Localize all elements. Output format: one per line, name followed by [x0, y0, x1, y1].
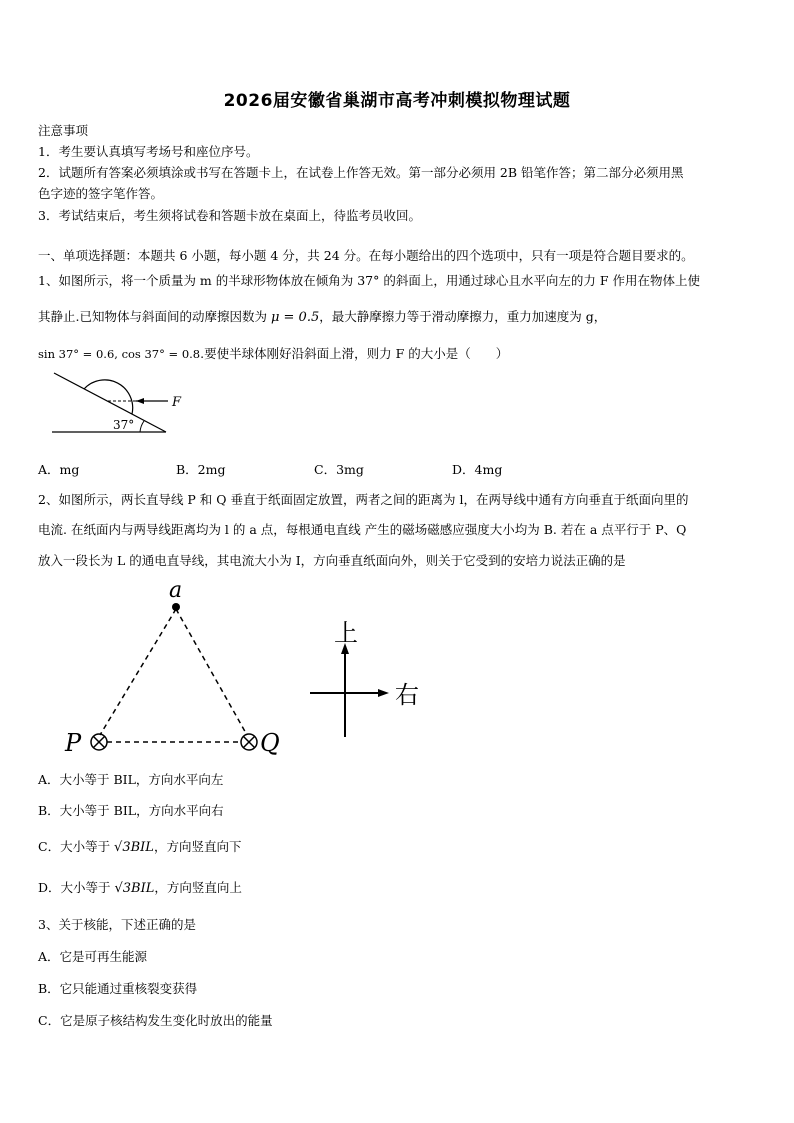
wire-P-into-page-icon [91, 734, 107, 750]
angle-label: 37° [113, 418, 135, 432]
q2-stem-line3: 放入一段长为 L 的通电直导线，其电流大小为 I，方向垂直纸面向外，则关于它受到的安培力说法正确的是 [38, 553, 626, 568]
q1-option-c[interactable]: C．3mg [314, 462, 364, 477]
q2-option-c[interactable] [38, 837, 241, 855]
notice-item: 色字迹的签字笔作答。 [38, 186, 164, 201]
q2-option-a[interactable]: A．大小等于 BIL，方向水平向左 [38, 772, 224, 787]
q1-stem-line2-tail: ，最大静摩擦力等于滑动摩擦力，重力加速度为 g， [319, 309, 607, 324]
hemisphere-outline [84, 380, 133, 414]
q2-option-d[interactable] [38, 878, 242, 896]
q3-option-c[interactable]: C．它是原子核结构发生变化时放出的能量 [38, 1013, 273, 1028]
point-a-label: a [169, 578, 183, 603]
q1-mu-formula: μ = 0.5 [270, 310, 320, 325]
wire-Q-into-page-icon [241, 734, 257, 750]
q1-stem-line3 [38, 344, 508, 362]
q2-option-c-formula: √3BIL [114, 840, 154, 855]
angle-arc [140, 421, 144, 432]
q1-stem-line2-text: 其静止.已知物体与斜面间的动摩擦因数为 [38, 309, 271, 324]
q2-stem-line1: 2、如图所示，两长直导线 P 和 Q 垂直于纸面固定放置，两者之间的距离为 l，在两导线中通有方向垂直于纸面向里的 [38, 492, 689, 507]
dashed-edge-aP [100, 609, 176, 735]
section-heading: 一、单项选择题：本题共 6 小题，每小题 4 分，共 24 分。在每小题给出的四个选项中，只有一项是符合题目要求的。 [38, 248, 694, 263]
q3-stem: 3、关于核能，下述正确的是 [38, 917, 196, 932]
q1-figure-incline [40, 368, 200, 438]
q2-option-d-suffix: ，方向竖直向上 [154, 880, 242, 895]
q1-stem-line1: 1、如图所示，将一个质量为 m 的半球形物体放在倾角为 37° 的斜面上，用通过球心且水平向左的力 F 作用在物体上使 [38, 273, 700, 288]
incline-line [54, 373, 166, 432]
notice-item: 2．试题所有答案必须填涂或书写在答题卡上，在试卷上作答无效。第一部分必须用 2B 铅笔作答；第二部分必须用黑 [38, 165, 684, 180]
wire-Q-label: Q [260, 729, 280, 757]
q3-option-a[interactable]: A．它是可再生能源 [38, 949, 148, 964]
q1-option-d[interactable]: D．4mg [452, 462, 503, 477]
q1-stem-line3-text: .要使半球体刚好沿斜面上滑，则力 F 的大小是（ ） [200, 346, 509, 361]
q2-option-c-suffix: ，方向竖直向下 [153, 839, 242, 854]
q1-stem-line2 [38, 307, 606, 325]
page-title: 2026届安徽省巢湖市高考冲刺模拟物理试题 [223, 91, 571, 111]
q2-figure-wires [55, 575, 425, 760]
q3-option-b[interactable]: B．它只能通过重核裂变获得 [38, 981, 198, 996]
q2-option-d-prefix: D．大小等于 [38, 880, 115, 895]
q1-trig-formula: sin 37° = 0.6, cos 37° = 0.8 [38, 347, 201, 361]
arrow-right-icon [378, 689, 389, 697]
notice-heading: 注意事项 [38, 123, 89, 138]
q2-option-c-prefix: C．大小等于 [38, 839, 115, 854]
q2-option-d-formula: √3BIL [114, 881, 155, 896]
force-arrow-head [136, 398, 144, 404]
q1-option-b[interactable]: B．2mg [176, 462, 226, 477]
direction-up-label: 上 [334, 619, 358, 647]
notice-item: 1．考生要认真填写考场号和座位序号。 [38, 144, 259, 159]
dashed-edge-aQ [176, 609, 247, 735]
q2-option-b[interactable]: B．大小等于 BIL，方向水平向右 [38, 803, 224, 818]
wire-P-label: P [65, 729, 82, 757]
direction-right-label: 右 [395, 681, 419, 709]
q2-stem-line2: 电流. 在纸面内与两导线距离均为 l 的 a 点，每根通电直线 产生的磁场磁感应强度大小均为 B. 若在 a 点平行于 P、Q [38, 522, 687, 537]
q1-option-a[interactable]: A．mg [38, 462, 80, 477]
notice-item: 3．考试结束后，考生须将试卷和答题卡放在桌面上，待监考员收回。 [38, 208, 421, 223]
force-label: F [172, 395, 182, 410]
